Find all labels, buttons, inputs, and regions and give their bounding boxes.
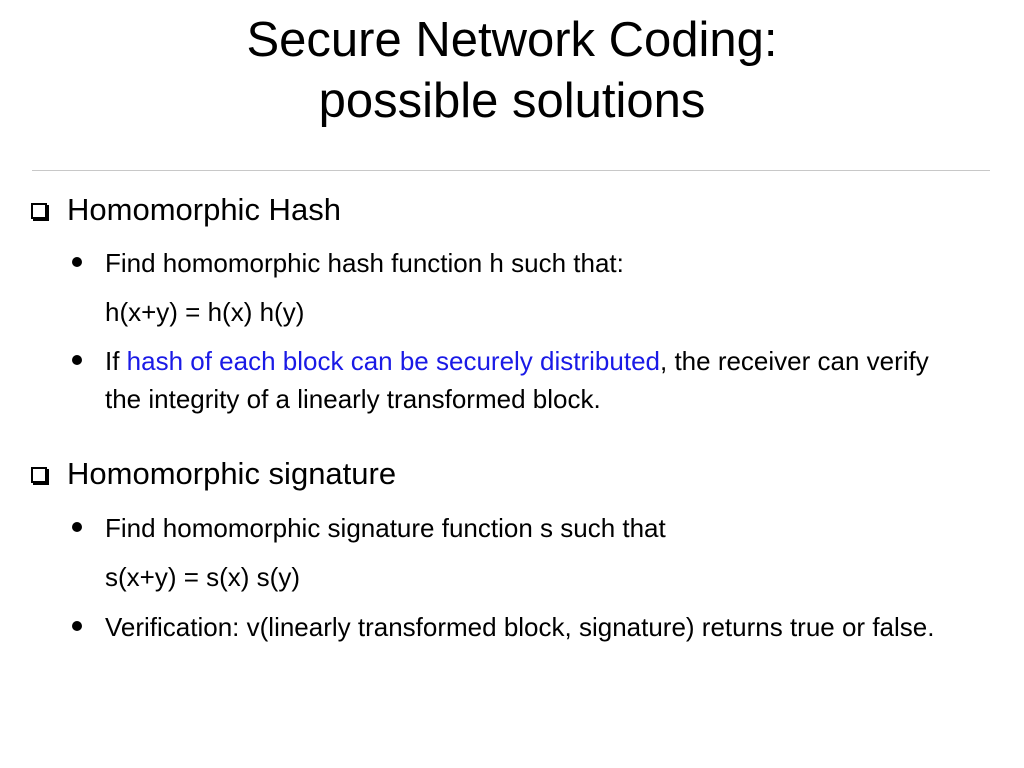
section-heading-text: Homomorphic signature <box>67 456 397 491</box>
bullet-verification <box>72 608 952 646</box>
bullet-dot-icon <box>72 355 82 365</box>
bullet-dot-icon <box>72 522 82 532</box>
bullet-text: Verification: v(linearly transformed block, signature) returns true or false. <box>105 612 935 642</box>
bullet-text: Find homomorphic hash function h such that: <box>105 248 624 278</box>
formula-signature: s(x+y) = s(x) s(y) <box>105 562 300 592</box>
slide-title <box>0 10 1024 132</box>
bullet-text-prefix: If <box>105 346 127 376</box>
checkbox-bullet-icon <box>31 203 47 219</box>
bullet-dot-icon <box>72 257 82 267</box>
section-heading-text: Homomorphic Hash <box>67 192 341 227</box>
checkbox-bullet-icon <box>31 467 47 483</box>
title-line-1: Secure Network Coding: <box>246 13 778 67</box>
bullet-text-suffix: , the receiver can verify the integrity of a linearly transformed block. <box>105 346 929 414</box>
bullet-text: Find homomorphic signature function s such that <box>105 513 666 543</box>
bullet-dot-icon <box>72 621 82 631</box>
formula-hash: h(x+y) = h(x) h(y) <box>105 297 305 327</box>
bullet-signature-function <box>72 509 952 547</box>
title-line-2: possible solutions <box>318 74 706 128</box>
bullet-text <box>105 342 952 418</box>
bullet-hash-distribution <box>72 342 952 418</box>
highlighted-text: hash of each block can be securely distributed <box>126 346 660 376</box>
title-divider <box>32 170 990 171</box>
bullet-hash-function <box>72 244 952 282</box>
